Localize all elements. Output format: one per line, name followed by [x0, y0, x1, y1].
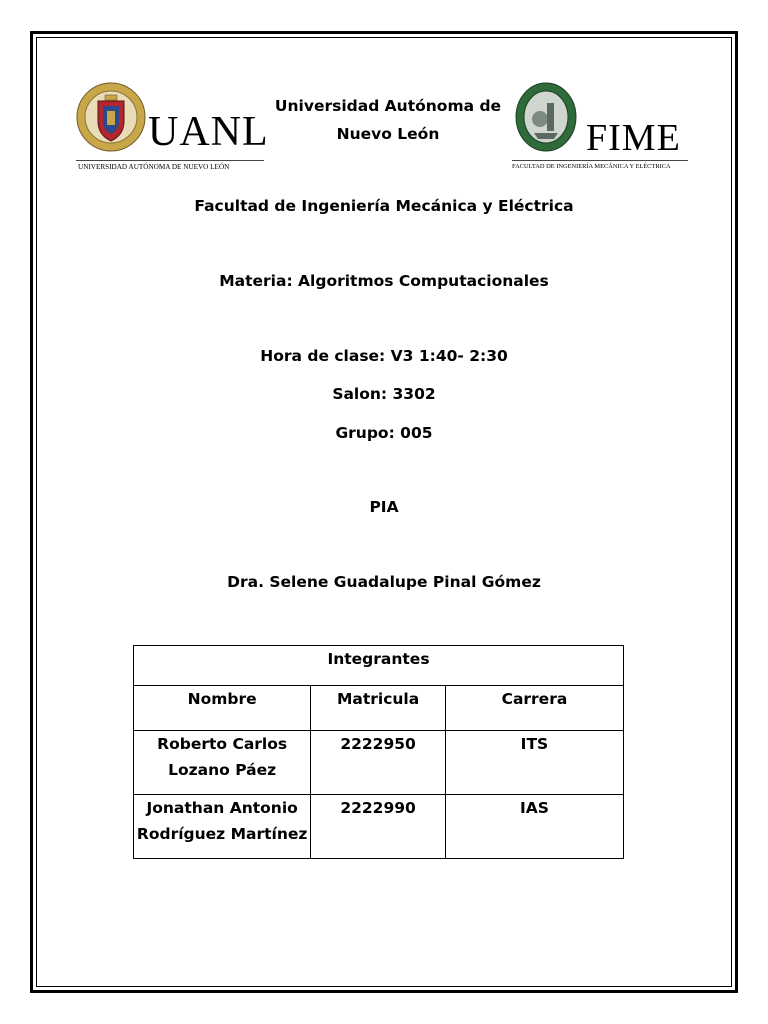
- member-name-cell: [134, 731, 311, 795]
- member-name-line2: Rodríguez Martínez: [136, 825, 308, 843]
- university-name: [270, 92, 506, 148]
- members-table: [133, 645, 624, 859]
- table-header-row: [134, 686, 624, 731]
- uanl-logo-subtext: UNIVERSIDAD AUTÓNOMA DE NUEVO LEÓN: [78, 163, 230, 171]
- table-row: [134, 731, 624, 795]
- teacher-name: Dra. Selene Guadalupe Pinal Gómez: [227, 573, 541, 591]
- subject: Materia: Algoritmos Computacionales: [219, 272, 549, 290]
- fime-logo-rule: [512, 160, 688, 161]
- member-id-cell: 2222990: [311, 795, 446, 859]
- fime-seal-icon: [514, 81, 578, 153]
- member-name-cell: [134, 795, 311, 859]
- table-title-row: [134, 646, 624, 686]
- university-name-line2: Nuevo León: [336, 125, 440, 143]
- group: Grupo: 005: [335, 424, 433, 442]
- fime-logo-subtext: FACULTAD DE INGENIERÍA MECÁNICA Y ELÉCTRICA: [512, 163, 671, 170]
- project-title: PIA: [369, 498, 399, 516]
- university-name-line1: Universidad Autónoma de: [274, 97, 502, 115]
- member-name-line1: Jonathan Antonio: [146, 799, 298, 817]
- column-header-carrera: Carrera: [445, 686, 623, 731]
- uanl-seal-icon: [76, 81, 146, 153]
- room: Salon: 3302: [332, 385, 436, 403]
- faculty-name: Facultad de Ingeniería Mecánica y Eléctrica: [194, 197, 574, 215]
- fime-logo: [512, 81, 692, 173]
- member-id-cell: 2222950: [311, 731, 446, 795]
- member-name-line1: Roberto Carlos: [157, 735, 288, 753]
- uanl-logo: [76, 81, 269, 173]
- column-header-nombre: Nombre: [134, 686, 311, 731]
- table-title: Integrantes: [134, 646, 624, 686]
- uanl-logo-rule: [76, 160, 264, 161]
- member-name-line2: Lozano Páez: [168, 761, 277, 779]
- class-time: Hora de clase: V3 1:40- 2:30: [260, 347, 508, 365]
- fime-logo-text: FIME: [586, 117, 681, 159]
- table-row: [134, 795, 624, 859]
- column-header-matricula: Matricula: [311, 686, 446, 731]
- member-career-cell: IAS: [445, 795, 623, 859]
- member-career-cell: ITS: [445, 731, 623, 795]
- uanl-logo-text: UANL: [148, 109, 269, 155]
